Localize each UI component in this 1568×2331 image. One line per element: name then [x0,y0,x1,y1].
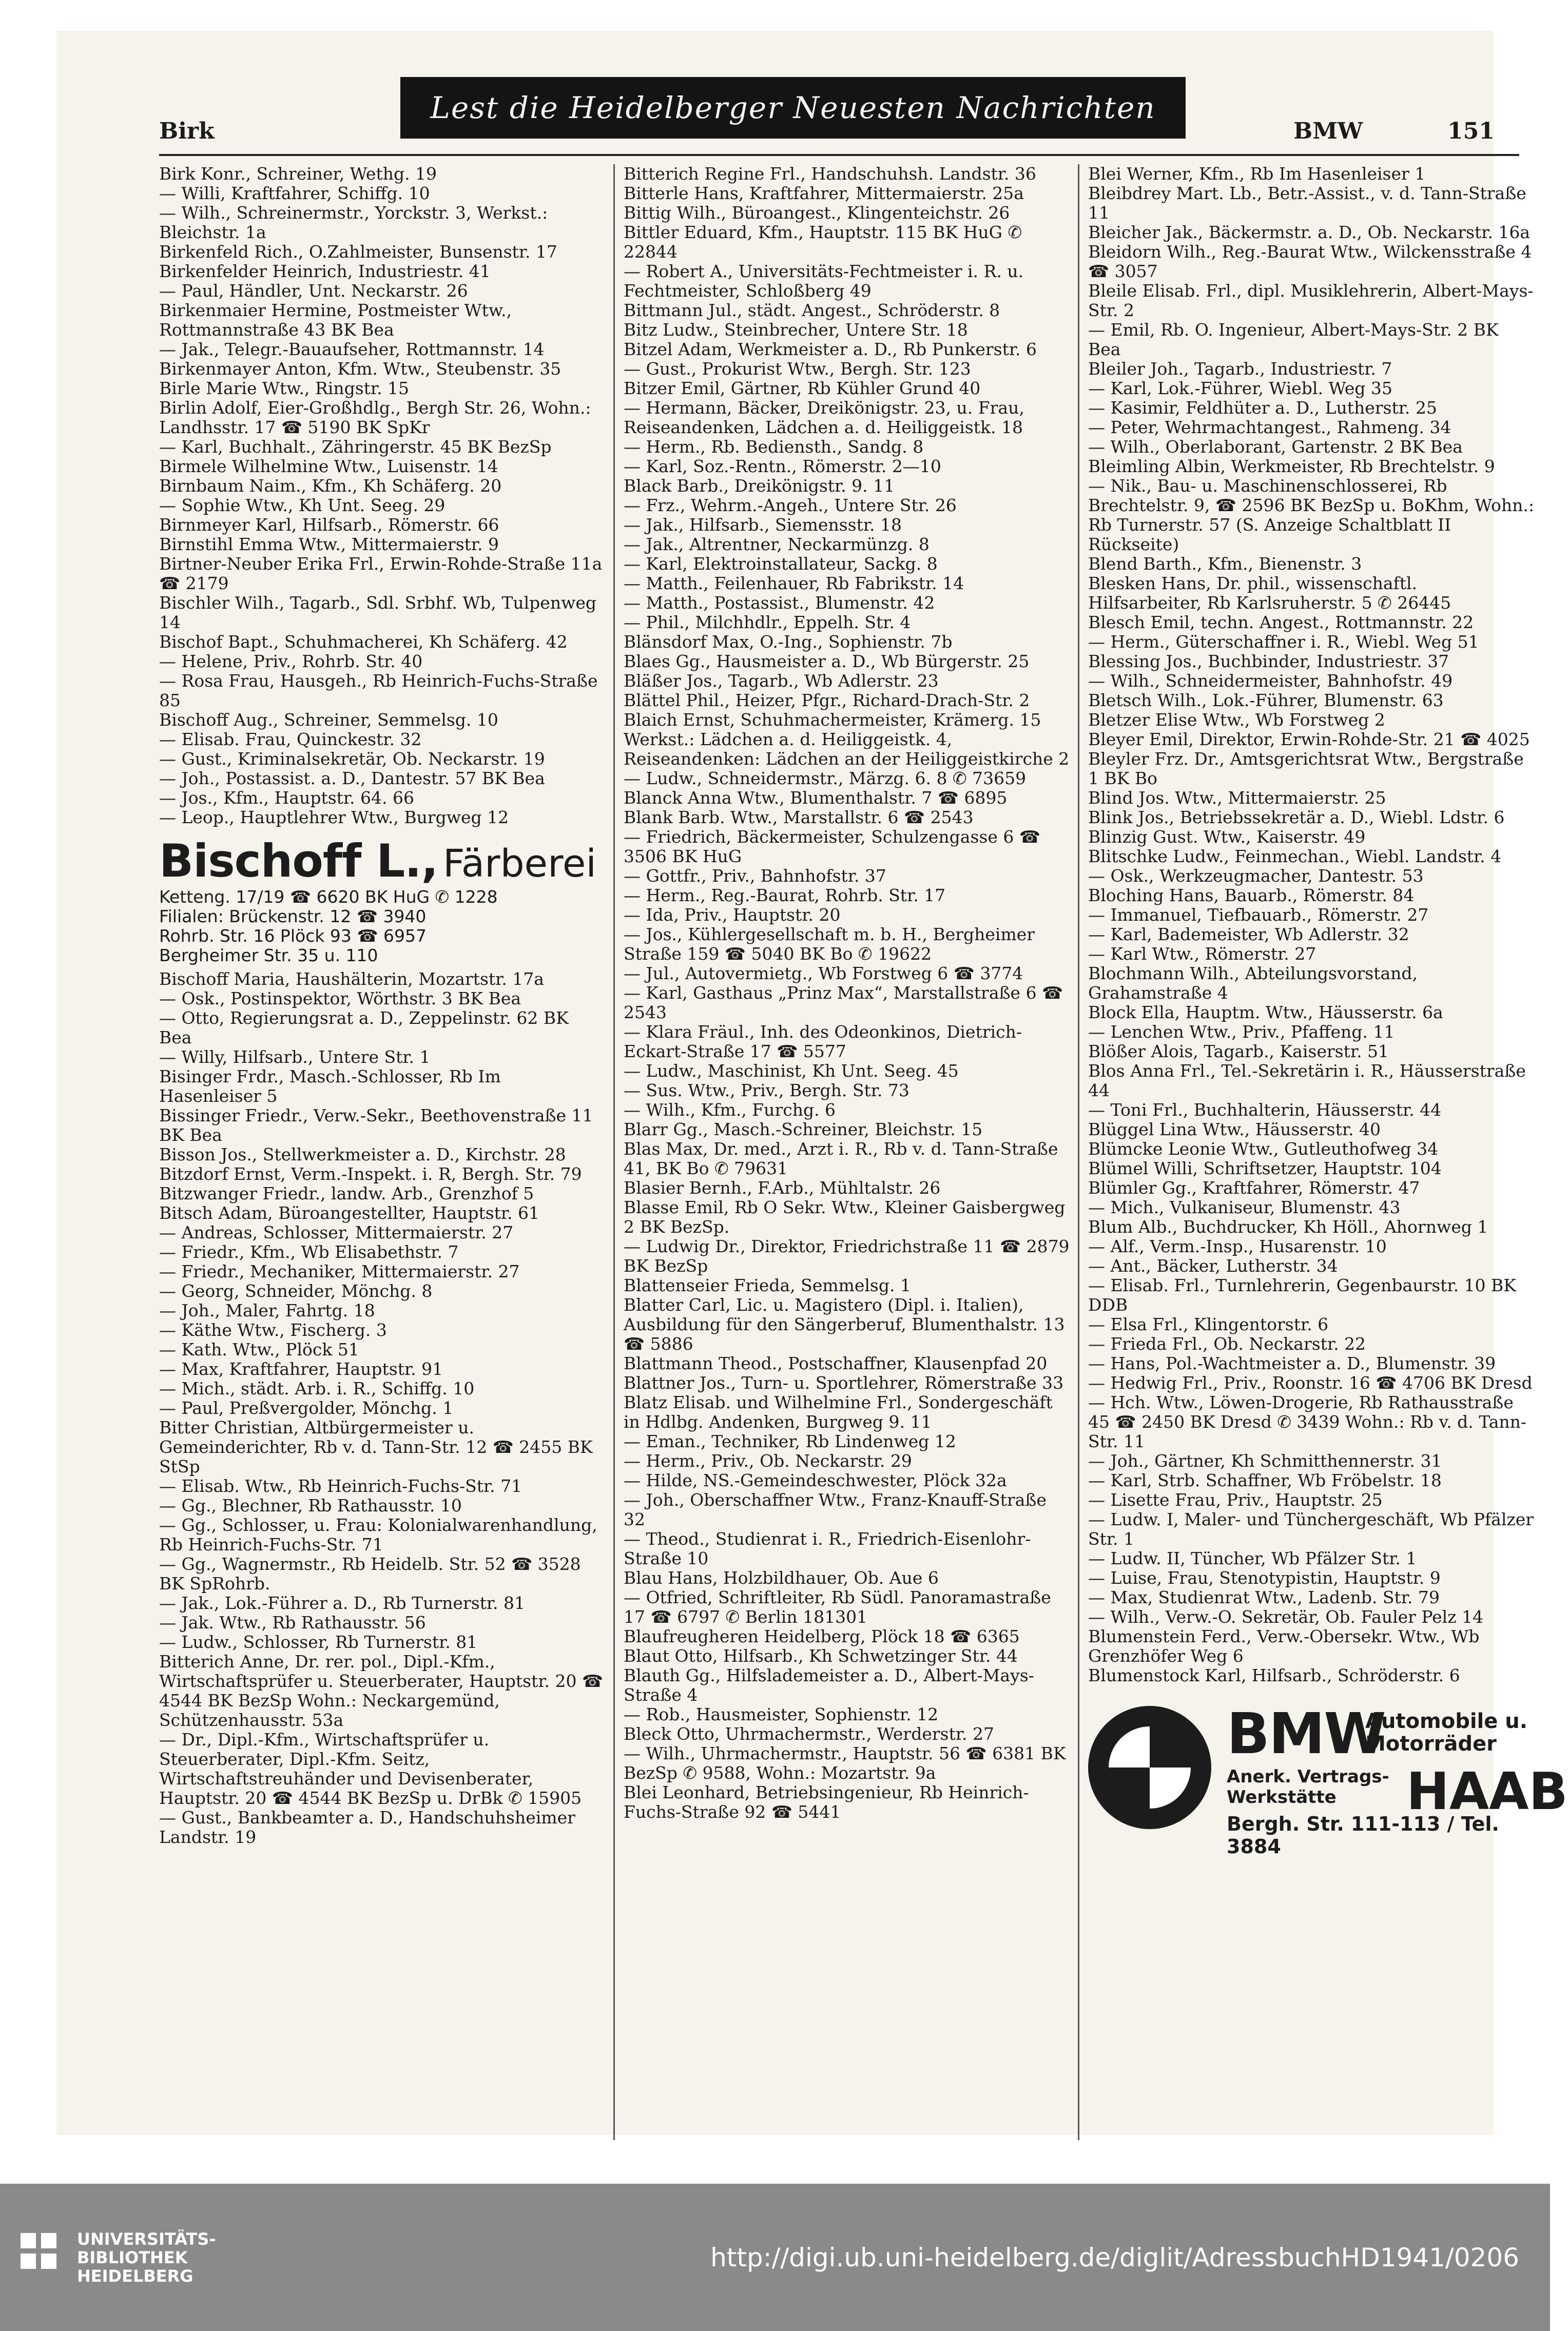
directory-entry: — Otfried, Schriftleiter, Rb Südl. Panoramastraße 17 ☎ 6797 ✆ Berlin 181301 [624,1587,1051,1627]
directory-entry: Black Barb., Dreikönigstr. 9. 11 [624,476,895,496]
directory-entry: — Alf., Verm.-Insp., Husarenstr. 10 [1088,1236,1387,1256]
directory-entry: — Jos., Kfm., Hauptstr. 64. 66 [159,788,414,808]
bmw-ad-dealer: HAAB [1406,1761,1568,1821]
directory-entry: Bischler Wilh., Tagarb., Sdl. Srbhf. Wb, Tulpenweg 14 [159,593,596,632]
header-running-name: Birk [159,118,215,144]
directory-entry: — Klara Fräul., Inh. des Odeonkinos, Dietrich-Eckart-Straße 17 ☎ 5577 [624,1022,1022,1061]
directory-entry: — Karl, Gasthaus „Prinz Max“, Marstallstraße 6 ☎ 2543 [624,983,1063,1022]
directory-entry: — Elisab. Frau, Quinckestr. 32 [159,729,422,749]
directory-entry: Blank Barb. Wtw., Marstallstr. 6 ☎ 2543 [624,807,974,827]
directory-entry: Blesch Emil, techn. Angest., Rottmannstr. 22 [1088,612,1474,632]
directory-entry: — Wilh., Schneidermeister, Bahnhofstr. 49 [1088,671,1453,691]
directory-entry: Blitschke Ludw., Feinmechan., Wiebl. Landstr. 4 [1088,846,1502,866]
directory-entry: — Friedr., Mechaniker, Mittermaierstr. 27 [159,1261,520,1281]
directory-entry: — Hermann, Bäcker, Dreikönigstr. 23, u. Frau, Reiseandenken, Lädchen a. d. Heiliggeistk. 18 [624,398,1024,437]
directory-entry: Bleile Elisab. Frl., dipl. Musiklehrerin, Albert-Mays-Str. 2 [1088,281,1534,320]
directory-entry: Blos Anna Frl., Tel.-Sekretärin i. R., Häusserstraße 44 [1088,1061,1526,1100]
directory-entry: — Luise, Frau, Stenotypistin, Hauptstr. 9 [1088,1568,1441,1588]
directory-entry: — Ludw., Schlosser, Rb Turnerstr. 81 [159,1632,478,1652]
directory-entry: — Gg., Blechner, Rb Rathausstr. 10 [159,1495,462,1516]
directory-entry: Blend Barth., Kfm., Bienenstr. 3 [1088,554,1362,574]
directory-entry: Birnstihl Emma Wtw., Mittermaierstr. 9 [159,534,499,554]
directory-entry: — Lisette Frau, Priv., Hauptstr. 25 [1088,1490,1383,1510]
directory-entry: — Phil., Milchhdlr., Eppelh. Str. 4 [624,612,911,632]
directory-entry: Blüggel Lina Wtw., Häusserstr. 40 [1088,1119,1381,1139]
directory-columns [159,164,1568,2140]
directory-entry: — Gg., Wagnermstr., Rb Heidelb. Str. 52 ☎ 3528 BK SpRohrb. [159,1554,581,1594]
bmw-haab-advert [1088,1701,1568,1858]
directory-entry: — Frieda Frl., Ob. Neckarstr. 22 [1088,1334,1366,1354]
column-1 [159,164,606,2140]
page-header [56,77,1495,144]
directory-entry: — Wilh., Kfm., Furchg. 6 [624,1100,836,1120]
directory-entry: Blind Jos. Wtw., Mittermaierstr. 25 [1088,788,1386,808]
directory-entry: Blaufreugheren Heidelberg, Plöck 18 ☎ 6365 [624,1626,1020,1646]
source-url-link[interactable]: http://digi.ub.uni-heidelberg.de/diglit/AdressbuchHD1941/0206 [710,2243,1519,2272]
directory-entry: — Ant., Bäcker, Lutherstr. 34 [1088,1256,1338,1276]
directory-entry: — Ludw. I, Maler- und Tünchergeschäft, Wb Pfälzer Str. 1 [1088,1509,1534,1549]
directory-entry: — Jak., Telegr.-Bauaufseher, Rottmannstr. 14 [159,339,545,359]
directory-entry: — Robert A., Universitäts-Fechtmeister i. R. u. Fechtmeister, Schloßberg 49 [624,261,1024,301]
column-3-entries [1088,164,1535,1685]
directory-entry: Bläßer Jos., Tagarb., Wb Adlerstr. 23 [624,671,939,691]
directory-entry: Bleidorn Wilh., Reg.-Baurat Wtw., Wilckensstraße 4 ☎ 3057 [1088,242,1532,281]
directory-entry: Bittig Wilh., Büroangest., Klingenteichstr. 26 [624,203,1010,223]
directory-entry: — Eman., Techniker, Rb Lindenweg 12 [624,1431,956,1451]
directory-entry: Blum Alb., Buchdrucker, Kh Höll., Ahornweg 1 [1088,1217,1488,1237]
column-divider [1078,164,1079,2140]
bmw-ad-products [1365,1710,1527,1755]
directory-entry: Blinzig Gust. Wtw., Kaiserstr. 49 [1088,827,1366,847]
directory-entry: Blasier Bernh., F.Arb., Mühltalstr. 26 [624,1178,941,1198]
directory-entry: Blattmann Theod., Postschaffner, Klausenpfad 20 [624,1353,1048,1373]
directory-entry: — Osk., Werkzeugmacher, Dantestr. 53 [1088,866,1424,886]
directory-entry: Bittmann Jul., städt. Angest., Schröderstr. 8 [624,300,1000,320]
directory-entry: — Kasimir, Feldhüter a. D., Lutherstr. 25 [1088,398,1437,418]
header-section-key: BMW [1293,118,1363,144]
directory-entry: — Karl, Lok.-Führer, Wiebl. Weg 35 [1088,378,1392,398]
column-divider [613,164,615,2140]
directory-entry: Bissinger Friedr., Verw.-Sekr., Beethovenstraße 11 BK Bea [159,1105,593,1145]
directory-entry: — Ludw., Schneidermstr., Märzg. 6. 8 ✆ 73659 [624,768,1027,788]
directory-entry: Bitzwanger Friedr., landw. Arb., Grenzhof 5 [159,1183,534,1203]
directory-entry: — Willy, Hilfsarb., Untere Str. 1 [159,1047,431,1067]
column-1-entries-continued [159,969,606,1847]
directory-entry: — Joh., Gärtner, Kh Schmitthennerstr. 31 [1088,1451,1442,1471]
directory-entry: — Leop., Hauptlehrer Wtw., Burgweg 12 [159,807,509,827]
bischoff-ad-line: Bergheimer Str. 35 u. 110 [159,945,378,965]
directory-entry: — Jak., Altrentner, Neckarmünzg. 8 [624,534,930,554]
directory-entry: — Max, Kraftfahrer, Hauptstr. 91 [159,1359,443,1379]
directory-entry: — Jak. Wtw., Rb Rathausstr. 56 [159,1613,426,1633]
directory-entry: — Helene, Priv., Rohrb. Str. 40 [159,651,423,671]
directory-entry: — Rob., Hausmeister, Sophienstr. 12 [624,1704,939,1724]
directory-entry: Blößer Alois, Tagarb., Kaiserstr. 51 [1088,1041,1389,1061]
directory-entry: Birkenfelder Heinrich, Industriestr. 41 [159,261,491,281]
directory-entry: Blochmann Wilh., Abteilungsvorstand, Grahamstraße 4 [1088,963,1418,1003]
directory-entry: Bleck Otto, Uhrmachermstr., Werderstr. 27 [624,1724,994,1744]
directory-entry: — Karl, Bademeister, Wb Adlerstr. 32 [1088,924,1409,944]
library-name-line: HEIDELBERG [77,2266,193,2286]
directory-entry: — Gust., Bankbeamter a. D., Handschuhsheimer Landstr. 19 [159,1808,575,1847]
directory-entry: Bitter Christian, Altbürgermeister u. Gemeinderichter, Rb v. d. Tann-Str. 12 ☎ 2455 BK StSp [159,1417,593,1477]
directory-entry: Bitz Ludw., Steinbrecher, Untere Str. 18 [624,320,968,340]
directory-entry: — Hans, Pol.-Wachtmeister a. D., Blumenstr. 39 [1088,1353,1496,1373]
directory-entry: — Wilh., Oberlaborant, Gartenstr. 2 BK Bea [1088,437,1463,457]
directory-entry: — Elsa Frl., Klingentorstr. 6 [1088,1314,1329,1334]
directory-entry: — Paul, Händler, Unt. Neckarstr. 26 [159,281,468,301]
directory-entry: Blaes Gg., Hausmeister a. D., Wb Bürgerstr. 25 [624,651,1030,671]
directory-entry: — Friedrich, Bäckermeister, Schulzengasse 6 ☎ 3506 BK HuG [624,827,1040,866]
directory-entry: — Dr., Dipl.-Kfm., Wirtschaftsprüfer u. Steuerberater, Dipl.-Kfm. Seitz, Wirtschaftstreuhänder und Devisenberater, Hauptstr. 20 ☎ 4544 BK BezSp u. DrBk ✆ 15905 [159,1730,582,1808]
directory-entry: Blänsdorf Max, O.-Ing., Sophienstr. 7b [624,632,953,652]
directory-entry: Blättel Phil., Heizer, Pfgr., Richard-Drach-Str. 2 [624,690,1030,710]
directory-entry: — Hilde, NS.-Gemeindeschwester, Plöck 32a [624,1470,1007,1490]
directory-entry: Blei Werner, Kfm., Rb Im Hasenleiser 1 [1088,164,1426,184]
directory-entry: Bisson Jos., Stellwerkmeister a. D., Kirchstr. 28 [159,1144,566,1164]
directory-entry: — Käthe Wtw., Fischerg. 3 [159,1320,387,1340]
directory-entry: — Herm., Reg.-Baurat, Rohrb. Str. 17 [624,885,946,905]
directory-entry: Bitzdorf Ernst, Verm.-Inspekt. i. R, Bergh. Str. 79 [159,1164,582,1184]
directory-entry: Birmele Wilhelmine Wtw., Luisenstr. 14 [159,456,498,476]
column-1-entries [159,164,606,827]
directory-entry: Birtner-Neuber Erika Frl., Erwin-Rohde-Straße 11a ☎ 2179 [159,554,603,593]
bischoff-ad-line: Rohrb. Str. 16 Plöck 93 ☎ 6957 [159,926,427,946]
bmw-ad-workshop-line: Anerk. Vertrags- [1227,1766,1389,1787]
directory-entry: Blatz Elisab. und Wilhelmine Frl., Sondergeschäft in Hdlbg. Andenken, Burgweg 9. 11 [624,1392,1053,1432]
bischoff-ad-line: Filialen: Brückenstr. 12 ☎ 3940 [159,906,427,926]
directory-entry: — Sus. Wtw., Priv., Bergh. Str. 73 [624,1080,909,1100]
bmw-ad-brand: BMW [1227,1701,1385,1766]
directory-entry: Bischoff Aug., Schreiner, Semmelsg. 10 [159,710,498,730]
directory-entry: Blattner Jos., Turn- u. Sportlehrer, Römerstraße 33 [624,1373,1064,1393]
directory-entry: — Ludw., Maschinist, Kh Unt. Seeg. 45 [624,1061,959,1081]
directory-entry: — Karl, Elektroinstallateur, Sackg. 8 [624,554,938,574]
directory-entry: — Mich., Vulkaniseur, Blumenstr. 43 [1088,1197,1401,1217]
directory-entry: Bleiler Joh., Tagarb., Industriestr. 7 [1088,359,1392,379]
directory-entry: — Gust., Prokurist Wtw., Bergh. Str. 123 [624,359,971,379]
directory-entry: Blümel Willi, Schriftsetzer, Hauptstr. 104 [1088,1158,1442,1178]
directory-entry: Blümcke Leonie Wtw., Gutleuthofweg 34 [1088,1139,1439,1159]
directory-entry: Blauth Gg., Hilfslademeister a. D., Albert-Mays-Straße 4 [624,1665,1034,1705]
directory-entry: Bitsch Adam, Büroangestellter, Hauptstr. 61 [159,1203,540,1223]
directory-entry: — Gust., Kriminalsekretär, Ob. Neckarstr. 19 [159,749,545,769]
directory-entry: Blessing Jos., Buchbinder, Industriestr. 37 [1088,651,1449,671]
directory-entry: — Max, Studienrat Wtw., Ladenb. Str. 79 [1088,1587,1440,1607]
digitization-footer [0,2184,1550,2331]
directory-entry: Blink Jos., Betriebssekretär a. D., Wiebl. Ldstr. 6 [1088,807,1505,827]
directory-entry: Bloching Hans, Bauarb., Römerstr. 84 [1088,885,1415,905]
column-3 [1088,164,1568,2140]
directory-entry: — Gottfr., Priv., Bahnhofstr. 37 [624,866,886,886]
directory-entry: Birkenfeld Rich., O.Zahlmeister, Bunsenstr. 17 [159,242,557,262]
library-logo-icon [21,2233,59,2271]
directory-entry: Birnmeyer Karl, Hilfsarb., Römerstr. 66 [159,515,499,535]
directory-entry: Blaich Ernst, Schuhmachermeister, Krämerg. 15 Werkst.: Lädchen a. d. Heiliggeistk. 4, Reiseandenken: Lädchen an der Heiliggeistkirche 2 [624,710,1070,769]
directory-entry: Blasse Emil, Rb O Sekr. Wtw., Kleiner Gaisbergweg 2 BK BezSp. [624,1197,1066,1237]
directory-entry: — Lenchen Wtw., Priv., Pfaffeng. 11 [1088,1022,1395,1042]
directory-entry: — Georg, Schneider, Mönchg. 8 [159,1281,433,1301]
directory-entry: — Wilh., Schreinermstr., Yorckstr. 3, Werkst.: Bleichstr. 1a [159,203,548,242]
directory-entry: Bitterich Regine Frl., Handschuhsh. Landstr. 36 [624,164,1036,184]
bmw-ad-products-line: Automobile u. [1365,1710,1527,1733]
directory-entry: — Paul, Preßvergolder, Mönchg. 1 [159,1398,454,1418]
column-2-entries [624,164,1070,1822]
bischoff-advert [159,834,606,965]
bischoff-ad-trade: Färberei [443,842,596,886]
directory-entry: — Jak., Lok.-Führer a. D., Rb Turnerstr. 81 [159,1593,526,1613]
directory-entry: — Friedr., Kfm., Wb Elisabethstr. 7 [159,1242,459,1262]
column-2 [624,164,1070,2140]
bmw-ad-workshop-line: Werkstätte [1227,1787,1337,1808]
directory-entry: — Jos., Kühlergesellschaft m. b. H., Bergheimer Straße 159 ☎ 5040 BK Bo ✆ 19622 [624,924,1035,964]
bmw-ad-workshop [1227,1766,1389,1808]
directory-entry: Blarr Gg., Masch.-Schreiner, Bleichstr. 15 [624,1119,983,1139]
scanned-page [56,31,1568,2135]
library-name-line: UNIVERSITÄTS- [77,2229,216,2249]
directory-entry: — Joh., Oberschaffner Wtw., Franz-Knauff-Straße 32 [624,1490,1047,1529]
directory-entry: — Kath. Wtw., Plöck 51 [159,1339,359,1359]
bischoff-ad-name: Bischoff L., [159,834,438,887]
directory-entry: Blumenstein Ferd., Verw.-Obersekr. Wtw., Wb Grenzhöfer Weg 6 [1088,1626,1480,1666]
directory-entry: — Frz., Wehrm.-Angeh., Untere Str. 26 [624,495,957,515]
directory-entry: Blattenseier Frieda, Semmelsg. 1 [624,1275,911,1295]
bmw-roundel-logo [1088,1706,1211,1829]
directory-entry: — Toni Frl., Buchhalterin, Häusserstr. 44 [1088,1100,1442,1120]
directory-entry: Bleibdrey Mart. Lb., Betr.-Assist., v. d. Tann-Straße 11 [1088,183,1526,223]
directory-entry: Bleimling Albin, Werkmeister, Rb Brechtelstr. 9 [1088,456,1495,476]
directory-entry: — Joh., Postassist. a. D., Dantestr. 57 BK Bea [159,768,545,788]
directory-entry: — Andreas, Schlosser, Mittermaierstr. 27 [159,1222,514,1242]
directory-entry: — Theod., Studienrat i. R., Friedrich-Eisenlohr-Straße 10 [624,1529,1031,1568]
directory-entry: Bitzel Adam, Werkmeister a. D., Rb Punkerstr. 6 [624,339,1037,359]
directory-entry: Blumenstock Karl, Hilfsarb., Schröderstr. 6 [1088,1665,1460,1685]
directory-entry: — Joh., Maler, Fahrtg. 18 [159,1300,375,1320]
directory-entry: — Karl, Buchhalt., Zähringerstr. 45 BK BezSp [159,437,552,457]
directory-entry: — Wilh., Uhrmachermstr., Hauptstr. 56 ☎ 6381 BK BezSp ✆ 9588, Wohn.: Mozartstr. 9a [624,1743,1066,1783]
directory-entry: Bischoff Maria, Haushälterin, Mozartstr. 17a [159,969,544,989]
directory-entry: — Karl, Strb. Schaffner, Wb Fröbelstr. 18 [1088,1470,1442,1490]
directory-entry: — Gg., Schlosser, u. Frau: Kolonialwarenhandlung, Rb Heinrich-Fuchs-Str. 71 [159,1515,597,1555]
directory-entry: — Ludwig Dr., Direktor, Friedrichstraße 11 ☎ 2879 BK BezSp [624,1236,1070,1276]
directory-entry: Bleyler Frz. Dr., Amtsgerichtsrat Wtw., Bergstraße 1 BK Bo [1088,749,1524,788]
directory-entry: Birkenmayer Anton, Kfm. Wtw., Steubenstr. 35 [159,359,562,379]
directory-entry: Blesken Hans, Dr. phil., wissenschaftl. Hilfsarbeiter, Rb Karlsruherstr. 5 ✆ 26445 [1088,573,1451,613]
directory-entry: Block Ella, Hauptm. Wtw., Häusserstr. 6a [1088,1002,1443,1022]
directory-entry: Blatter Carl, Lic. u. Magistero (Dipl. i. Italien), Ausbildung für den Sängerberuf, Blumenthalstr. 13 ☎ 5886 [624,1295,1065,1354]
directory-entry: — Immanuel, Tiefbauarb., Römerstr. 27 [1088,905,1429,925]
directory-entry: Bitterle Hans, Kraftfahrer, Mittermaierstr. 25a [624,183,1024,203]
directory-entry: Bleicher Jak., Bäckermstr. a. D., Ob. Neckarstr. 16a [1088,222,1530,242]
directory-entry: Blau Hans, Holzbildhauer, Ob. Aue 6 [624,1568,939,1588]
directory-entry: Bittler Eduard, Kfm., Hauptstr. 115 BK HuG ✆ 22844 [624,222,1022,262]
directory-entry: Bletzer Elise Wtw., Wb Forstweg 2 [1088,710,1385,730]
directory-entry: Blümler Gg., Kraftfahrer, Römerstr. 47 [1088,1178,1420,1198]
directory-entry: Birlin Adolf, Eier-Großhdlg., Bergh Str. 26, Wohn.: Landhsstr. 17 ☎ 5190 BK SpKr [159,398,591,437]
bischoff-ad-line: Ketteng. 17/19 ☎ 6620 BK HuG ✆ 1228 [159,887,498,907]
directory-entry: Bleyer Emil, Direktor, Erwin-Rohde-Str. 21 ☎ 4025 [1088,729,1530,749]
directory-entry: — Karl Wtw., Römerstr. 27 [1088,944,1317,964]
directory-entry: — Karl, Soz.-Rentn., Römerstr. 2—10 [624,456,941,476]
directory-entry: — Osk., Postinspektor, Wörthstr. 3 BK Bea [159,988,521,1008]
directory-entry: Bitzer Emil, Gärtner, Rb Kühler Grund 40 [624,378,981,398]
directory-entry: — Otto, Regierungsrat a. D., Zeppelinstr. 62 BK Bea [159,1008,569,1047]
directory-entry: — Nik., Bau- u. Maschinenschlosserei, Rb Brechtelstr. 9, ☎ 2596 BK BezSp u. BoKhm, Wohn.: Rb Turnerstr. 57 (S. Anzeige Schaltblatt II Rückseite) [1088,476,1534,554]
directory-entry: Blas Max, Dr. med., Arzt i. R., Rb v. d. Tann-Straße 41, BK Bo ✆ 79631 [624,1139,1058,1178]
directory-entry: — Matth., Postassist., Blumenstr. 42 [624,593,935,613]
directory-entry: — Mich., städt. Arb. i. R., Schiffg. 10 [159,1378,475,1398]
directory-entry: — Herm., Güterschaffner i. R., Wiebl. Weg 51 [1088,632,1479,652]
directory-entry: — Emil, Rb. O. Ingenieur, Albert-Mays-Str. 2 BK Bea [1088,320,1499,359]
directory-entry: — Elisab. Wtw., Rb Heinrich-Fuchs-Str. 71 [159,1476,522,1496]
library-name-line: BIBLIOTHEK [77,2248,188,2267]
directory-entry: — Willi, Kraftfahrer, Schiffg. 10 [159,183,430,203]
header-advert-banner: Lest die Heidelberger Neuesten Nachrichten [400,77,1186,139]
directory-entry: Blei Leonhard, Betriebsingenieur, Rb Heinrich-Fuchs-Straße 92 ☎ 5441 [624,1782,1029,1822]
header-rule [159,154,1519,156]
bmw-ad-products-line: Motorräder [1365,1732,1497,1756]
directory-entry: — Wilh., Verw.-O. Sekretär, Ob. Fauler Pelz 14 [1088,1607,1484,1627]
directory-entry: Birle Marie Wtw., Ringstr. 15 [159,378,410,398]
directory-entry: Birk Konr., Schreiner, Wethg. 19 [159,164,437,184]
directory-entry: — Jak., Hilfsarb., Siemensstr. 18 [624,515,902,535]
directory-entry: — Herm., Rb. Bediensth., Sandg. 8 [624,437,924,457]
directory-entry: — Ida, Priv., Hauptstr. 20 [624,905,841,925]
directory-entry: — Jul., Autovermietg., Wb Forstweg 6 ☎ 3774 [624,963,1023,983]
directory-entry: Blanck Anna Wtw., Blumenthalstr. 7 ☎ 6895 [624,788,1008,808]
page-number: 151 [1447,118,1495,144]
directory-entry: — Elisab. Frl., Turnlehrerin, Gegenbaurstr. 10 BK DDB [1088,1275,1516,1315]
bmw-ad-address: Bergh. Str. 111-113 / Tel. 3884 [1227,1813,1499,1858]
directory-entry: — Matth., Feilenhauer, Rb Fabrikstr. 14 [624,573,964,593]
directory-entry: — Rosa Frau, Hausgeh., Rb Heinrich-Fuchs-Straße 85 [159,671,598,710]
directory-entry: Birnbaum Naim., Kfm., Kh Schäferg. 20 [159,476,502,496]
directory-entry: Bletsch Wilh., Lok.-Führer, Blumenstr. 63 [1088,690,1444,710]
directory-entry: Blaut Otto, Hilfsarb., Kh Schwetzinger Str. 44 [624,1646,1018,1666]
directory-entry: — Hedwig Frl., Priv., Roonstr. 16 ☎ 4706 BK Dresd [1088,1373,1533,1393]
directory-entry: Bitterich Anne, Dr. rer. pol., Dipl.-Kfm., Wirtschaftsprüfer u. Steuerberater, Hauptstr. 20 ☎ 4544 BK BezSp Wohn.: Neckargemünd, Schützenhausstr. 53a [159,1652,604,1730]
directory-entry: Birkenmaier Hermine, Postmeister Wtw., Rottmannstraße 43 BK Bea [159,300,512,340]
directory-entry: Bischof Bapt., Schuhmacherei, Kh Schäferg. 42 [159,632,568,652]
directory-entry: — Hch. Wtw., Löwen-Drogerie, Rb Rathausstraße 45 ☎ 2450 BK Dresd ✆ 3439 Wohn.: Rb v. d. Tann-Str. 11 [1088,1392,1527,1451]
directory-entry: — Herm., Priv., Ob. Neckarstr. 29 [624,1451,912,1471]
directory-entry: — Ludw. II, Tüncher, Wb Pfälzer Str. 1 [1088,1548,1417,1568]
directory-entry: — Sophie Wtw., Kh Unt. Seeg. 29 [159,495,446,515]
directory-entry: — Peter, Wehrmachtangest., Rahmeng. 34 [1088,417,1451,437]
directory-entry: Bisinger Frdr., Masch.-Schlosser, Rb Im Hasenleiser 5 [159,1066,501,1106]
